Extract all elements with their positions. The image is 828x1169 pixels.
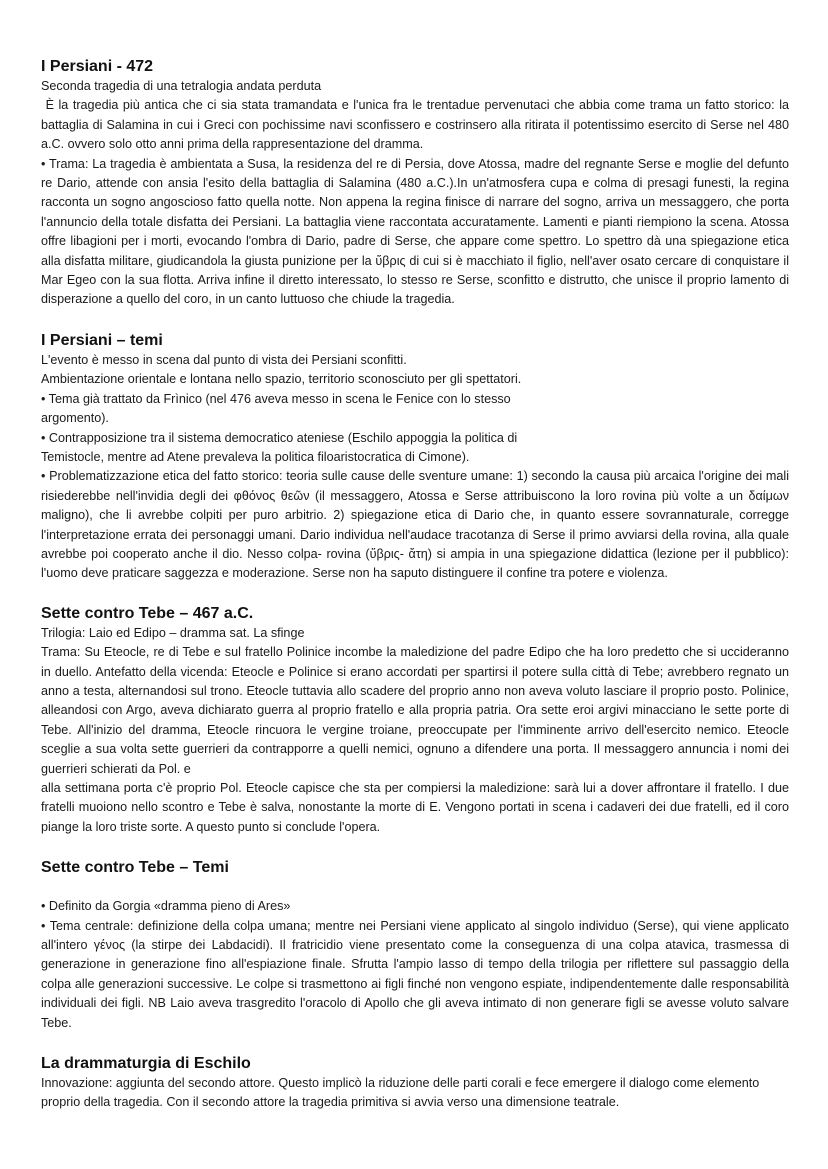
section-spacer — [41, 1033, 789, 1053]
paragraph: È la tragedia più antica che ci sia stata tramandata e l'unica fra le trentadue pervenutaci che abbia come trama un fatto storico: la battaglia di Salamina in cui i Greci con pochissime navi sconfissero e costrinsero alla ritirata il potentissimo esercito di Serse nel 480 a.C. ovvero solo otto anni prima della rappresentazione del dramma. — [41, 98, 793, 152]
paragraph: • Problematizzazione etica del fatto storico: teoria sulle cause delle sventure umane: 1) secondo la causa più arcaica l'origine dei mali risiederebbe nell'invidia degli dei φθόνος θεῶν (il messaggero, Atossa e Serse attribuiscono la loro rovina più volte a un δαίμων maligno), che li avrebbe colpiti per puro arbitrio. 2) spiegazione etica di Dario che, in quanto essere sovrannaturale, corregge l'interpretazione errata dei personaggi umani. Dario individua nell'audace tracotanza di Serse il primo avviarsi della rovina, alla quale avrebbe poi cooperato anche il dio. Nesso colpa- rovina (ὕβρις- ἄτη) si ampia in una spiegazione didattica (lezione per il pubblico): l'uomo deve praticare saggezza e moderazione. Serse non ha saputo distinguere il confine tra potere e violenza. — [41, 469, 789, 581]
paragraph: • Contrapposizione tra il sistema democratico ateniese (Eschilo appoggia la politica di — [41, 430, 518, 445]
section-sette-contro-tebe — [41, 603, 789, 837]
section-title: Sette contro Tebe – Temi — [41, 859, 229, 877]
section-title: Sette contro Tebe – 467 a.C. — [41, 604, 254, 622]
paragraph: • Tema già trattato da Frìnico (nel 476 aveva messo in scena le Fenice con lo stesso — [41, 391, 511, 406]
section-title: La drammaturgia di Eschilo — [41, 1055, 251, 1073]
section-i-persiani — [41, 56, 793, 310]
section-sette-contro-tebe-temi — [41, 857, 789, 1033]
section-title: I Persiani - 472 — [41, 58, 154, 75]
section-spacer — [41, 837, 789, 857]
paragraph: Seconda tragedia di una tetralogia andata perduta — [41, 79, 322, 93]
paragraph: L'evento è messo in scena dal punto di vista dei Persiani sconfitti. — [41, 352, 407, 367]
document-page — [41, 56, 793, 1113]
paragraph: alla settimana porta c'è proprio Pol. Eteocle capisce che sta per compiersi la maledizione: sarà lui a dover affrontare il fratello. I due fratelli muoiono nello scontro e Tebe è salva, nonostante la morte di E. Vengono portati in scena i cadaveri dei due fratelli, ed il coro piange la loro triste sorte. A questo punto si conclude l'opera. — [41, 781, 789, 834]
paragraph: Trama: Su Eteocle, re di Tebe e sul fratello Polinice incombe la maledizione del padre Edipo che ha loro predetto che si uccideranno in duello. Antefatto della vicenda: Eteocle e Polinice si erano accordati per spartirsi il potere sulla città di Tebe; avrebbero regnato un anno a testa, alternandosi sul trono. Eteocle tuttavia allo scadere del proprio anno non aveva voluto lasciare il proprio posto. Polinice, alleandosi con Argo, aveva dichiarato guerra al proprio fratello e alla propria patria. Ora sette eroi argivi minacciano le sette porte di Tebe. All'inizio del dramma, Eteocle rincuora le vergine troiane, preoccupate per l'imminente arrivo dell'esercito nemico. Eteocle sceglie a sua volta sette guerrieri da contrapporre a quelli nemici, ognuno a difendere una porta. Il messaggero annuncia i nomi dei guerrieri schierati da Pol. e — [41, 645, 789, 776]
paragraph: argomento). — [41, 411, 109, 426]
blank-line — [41, 878, 789, 897]
section-title: I Persiani – temi — [41, 331, 163, 349]
paragraph: • Trama: La tragedia è ambientata a Susa, la residenza del re di Persia, dove Atossa, madre del regnante Serse e moglie del defunto re Dario, attende con ansia l'esito della battaglia di Salamina (480 a.C.).In un'atmosfera cupa e colma di presagi funesti, la regina racconta un sogno angoscioso fatto quella notte. Non appena la regina finisce di narrare del sogno, arriva un messaggero, che porta l'annuncio della totale disfatta dei Persiani. La battaglia viene raccontata accuratamente. Lamenti e pianti riempiono la scena. Atossa offre libagioni per i morti, evocando l'ombra di Dario, padre di Serse, che appare come spettro. Lo spettro dà una spiegazione etica alla disfatta militare, giudicandola la giusta punizione per la ὕβρις di cui si è macchiato il figlio, nell'aver osato cercare di conquistare il Mar Egeo con la sua flotta. Arriva infine il diretto interessato, lo stesso re Serse, sconfitto e distrutto, che unisce il proprio lamento di disperazione a quello del coro, in un canto luttuoso che chiude la tragedia. — [41, 156, 789, 307]
section-drammaturgia-eschilo — [41, 1053, 789, 1113]
section-i-persiani-temi — [41, 330, 789, 584]
paragraph: Temistocle, mentre ad Atene prevaleva la politica filoaristocratica di Cimone). — [41, 449, 470, 464]
paragraph: • Definito da Gorgia «dramma pieno di Ares» — [41, 899, 291, 914]
paragraph: • Tema centrale: definizione della colpa umana; mentre nei Persiani viene applicato al singolo individuo (Serse), qui viene applicato all'intero γένος (la stirpe dei Labdacidi). Il fratricidio viene presentato come la conseguenza di una colpa atavica, trasmessa di generazione in generazione fino all'espiazione finale. Sfrutta l'ampio lasso di tempo della trilogia per riflettere sul passaggio della colpa alle generazioni successive. Le colpe si trasmettono ai figli finché non vengono espiate, indipendentemente dalle responsabilità individuali dei figli. NB Laio aveva trasgredito l'oracolo di Apollo che gli aveva intimato di non generare figli se avesse voluto salvare Tebe. — [41, 918, 789, 1030]
paragraph: Innovazione: aggiunta del secondo attore. Questo implicò la riduzione delle parti corali e fece emergere il dialogo come elemento proprio della tragedia. Con il secondo attore la tragedia primitiva si avvia verso una dimensione teatrale. — [41, 1076, 760, 1110]
paragraph: Trilogia: Laio ed Edipo – dramma sat. La sfinge — [41, 625, 305, 640]
paragraph: Ambientazione orientale e lontana nello spazio, territorio sconosciuto per gli spettatori. — [41, 372, 522, 387]
section-spacer — [41, 310, 789, 330]
section-spacer — [41, 584, 789, 603]
